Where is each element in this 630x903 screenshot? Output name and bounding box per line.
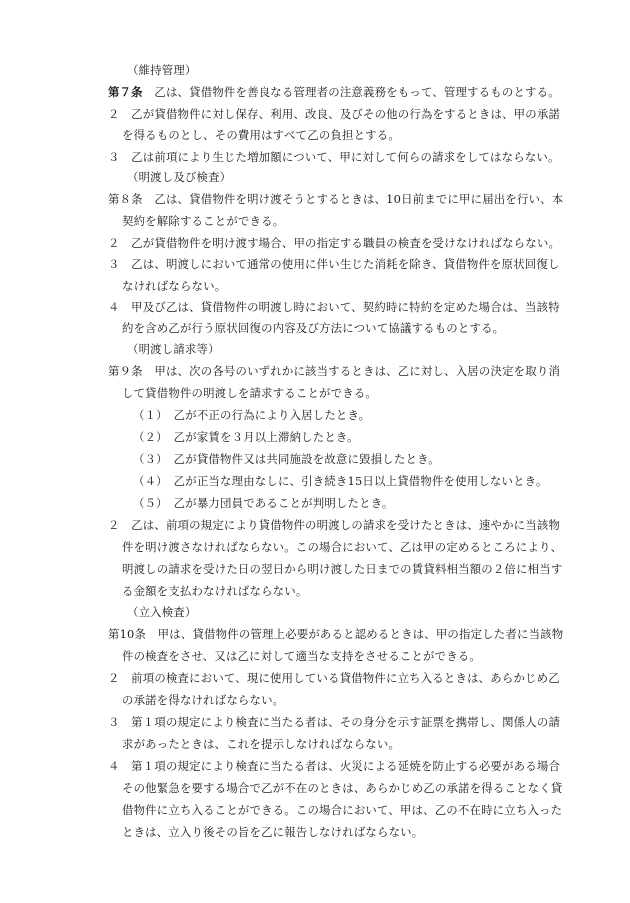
article-7-para-3: ３ 乙は前項により生じた増加額について、甲に対して何らの請求をしてはならない。 bbox=[108, 150, 560, 164]
article-8-para-4: ４ 甲及び乙は、貸借物件の明渡し時において、契約時に特約を定めた場合は、当該特 bbox=[108, 300, 560, 314]
article-9-item-1: （１） 乙が不正の行為により入居したとき。 bbox=[133, 408, 371, 422]
article-10-para-2: ２ 前項の検査において、現に使用している貸借物件に立ち入るときは、あらかじめ乙 bbox=[108, 671, 560, 685]
article-10-para-2-cont: の承諾を得なければならない。 bbox=[122, 693, 285, 707]
article-10-para-3-cont: 求があったときは、これを提示しなければならない。 bbox=[122, 737, 401, 751]
article-9-item-5: （５） 乙が暴力団員であることが判明したとき。 bbox=[133, 496, 394, 510]
article-9-item-2: （２） 乙が家賃を３月以上滞納したとき。 bbox=[133, 430, 359, 444]
article-9: 第９条 甲は、次の各号のいずれかに該当するときは、乙に対し、入居の決定を取り消 bbox=[108, 364, 561, 378]
article-9-para-2-cont-2: 明渡しの請求を受けた日の翌日から明け渡した日までの賃貸料相当額の２倍に相当す bbox=[122, 562, 563, 576]
article-10-para-4-cont-3: ときは、立入り後その旨を乙に報告しなければならない。 bbox=[122, 825, 424, 839]
article-8-para-4-cont: 約を含め乙が行う原状回復の内容及び方法について協議するものとする。 bbox=[122, 321, 505, 335]
article-7-para-2-cont: を得るものとし、その費用はすべて乙の負担とする。 bbox=[122, 128, 400, 142]
article-10-para-4: ４ 第１項の規定により検査に当たる者は、火災による延焼を防止する必要がある場合 bbox=[108, 759, 561, 773]
heading-surrender-inspection: （明渡し及び検査） bbox=[127, 170, 232, 184]
article-8: 第８条 乙は、貸借物件を明け渡そうとするときは、10日前までに甲に届出を行い、本 bbox=[108, 192, 564, 206]
article-8-cont: 契約を解除することができる。 bbox=[122, 214, 285, 228]
article-10-para-4-cont-2: 借物件に立ち入ることができる。この場合において、甲は、乙の不在時に立ち入った bbox=[122, 803, 563, 817]
article-10-cont: 件の検査をさせ、又は乙に対して適当な支持をさせることができる。 bbox=[122, 649, 481, 663]
article-9-para-2-cont-1: 件を明け渡さなければならない。この場合において、乙は甲の定めるところにより、 bbox=[122, 540, 563, 554]
article-9-cont: して貸借物件の明渡しを請求することができる。 bbox=[122, 386, 377, 400]
article-8-para-2: ２ 乙が貸借物件を明け渡す場合、甲の指定する職員の検査を受けなければならない。 bbox=[108, 236, 561, 250]
article-9-para-2-cont-3: る金額を支払わなければならない。 bbox=[122, 584, 308, 598]
article-7-para-2: ２ 乙が貸借物件に対し保存、利用、改良、及びその他の行為をするときは、甲の承諾 bbox=[108, 107, 561, 121]
heading-inspection: （立入検査） bbox=[127, 605, 197, 619]
article-7-text: 乙は、貸借物件を善良なる管理者の注意義務をもって、管理するものとする。 bbox=[142, 85, 560, 99]
article-10: 第10条 甲は、貸借物件の管理上必要があると認めるときは、甲の指定した者に当該物 bbox=[108, 627, 564, 641]
article-8-para-3-cont: なければならない。 bbox=[122, 279, 227, 293]
article-7-label: 第７条 bbox=[108, 85, 143, 99]
article-10-para-3: ３ 第１項の規定により検査に当たる者は、その身分を示す証票を携帯し、関係人の請 bbox=[108, 715, 561, 729]
article-9-item-3: （３） 乙が貸借物件又は共同施設を故意に毀損したとき。 bbox=[133, 452, 440, 466]
article-9-item-4: （４） 乙が正当な理由なしに、引き続き15日以上貸借物件を使用しないとき。 bbox=[133, 474, 548, 488]
heading-maintenance: （維持管理） bbox=[127, 63, 197, 77]
heading-surrender-request: （明渡し請求等） bbox=[127, 342, 220, 356]
article-10-para-4-cont-1: その他緊急を要する場合で乙が不在のときは、あらかじめ乙の承諾を得ることなく貸 bbox=[122, 781, 563, 795]
article-7 bbox=[108, 84, 560, 100]
article-8-para-3: ３ 乙は、明渡しにおいて通常の使用に伴い生じた消耗を除き、貸借物件を原状回復し bbox=[108, 257, 560, 271]
article-9-para-2: ２ 乙は、前項の規定により貸借物件の明渡しの請求を受けたときは、速やかに当該物 bbox=[108, 518, 561, 532]
